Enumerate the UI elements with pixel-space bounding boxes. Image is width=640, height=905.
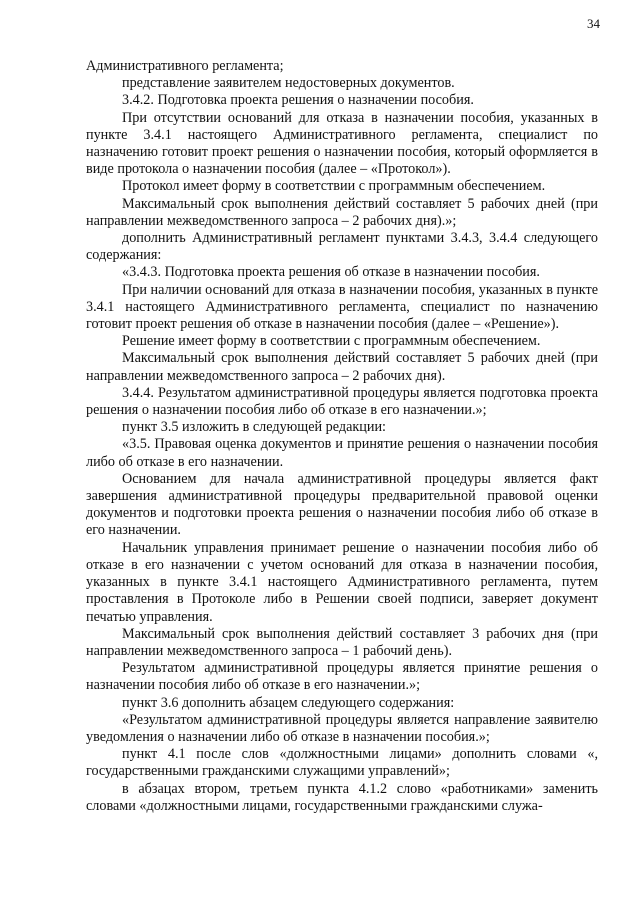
- paragraph: Максимальный срок выполнения действий составляет 3 рабочих дня (при направлении межведомственного запроса – 1 рабочий день).: [86, 625, 598, 659]
- paragraph: пункт 3.6 дополнить абзацем следующего содержания:: [122, 694, 455, 711]
- paragraph: 3.4.2. Подготовка проекта решения о назначении пособия.: [122, 92, 474, 109]
- paragraph: Административного регламента;: [86, 58, 284, 74]
- paragraph: «3.4.3. Подготовка проекта решения об отказе в назначении пособия.: [122, 264, 540, 281]
- document-body: [86, 58, 598, 815]
- paragraph: дополнить Административный регламент пунктами 3.4.3, 3.4.4 следующего содержания:: [86, 230, 598, 264]
- paragraph: пункт 4.1 после слов «должностными лицами» дополнить словами «, государственными гражданскими служащими управлений»;: [86, 746, 598, 780]
- paragraph: представление заявителем недостоверных документов.: [122, 75, 455, 92]
- paragraph: Максимальный срок выполнения действий составляет 5 рабочих дней (при направлении межведомственного запроса – 2 рабочих дня).: [86, 350, 598, 384]
- paragraph: При наличии оснований для отказа в назначении пособия, указанных в пункте 3.4.1 настоящего Административного регламента, специалист по назначению готовит проект решения об отказе в назначении пособия (далее – «Решение»).: [86, 281, 598, 333]
- paragraph: «Результатом административной процедуры является направление заявителю уведомления о назначении либо об отказе в назначении пособия.»;: [86, 711, 598, 745]
- paragraph: Протокол имеет форму в соответствии с программным обеспечением.: [122, 178, 546, 195]
- page-number: 34: [587, 16, 600, 31]
- paragraph: Начальник управления принимает решение о назначении пособия либо об отказе в его назначении с учетом оснований для отказа в назначении пособия, указанных в пункте 3.4.1 настоящего Административного регламента, путем проставления в Протоколе либо в Решении своей подписи, заверяет документ печатью управления.: [86, 539, 598, 625]
- paragraph: При отсутствии оснований для отказа в назначении пособия, указанных в пункте 3.4.1 настоящего Административного регламента, специалист по назначению готовит проект решения о назначении пособия, который оформляется в виде протокола о назначении пособия (далее – «Протокол»).: [86, 109, 598, 178]
- paragraph: «3.5. Правовая оценка документов и принятие решения о назначении пособия либо об отказе в его назначении.: [86, 436, 598, 470]
- paragraph: Решение имеет форму в соответствии с программным обеспечением.: [122, 333, 541, 350]
- paragraph: в абзацах втором, третьем пункта 4.1.2 слово «работниками» заменить словами «должностными лицами, государственными гражданскими служа-: [86, 780, 598, 814]
- paragraph: Основанием для начала административной процедуры является факт завершения административной процедуры предварительной правовой оценки документов и подготовки проекта решения о назначении пособия либо об отказе в его назначении.: [86, 470, 598, 539]
- paragraph: Максимальный срок выполнения действий составляет 5 рабочих дней (при направлении межведомственного запроса – 2 рабочих дня).»;: [86, 195, 598, 229]
- paragraph: пункт 3.5 изложить в следующей редакции:: [122, 419, 386, 436]
- paragraph: Результатом административной процедуры является принятие решения о назначении пособия либо об отказе в его назначении.»;: [86, 660, 598, 694]
- paragraph: 3.4.4. Результатом административной процедуры является подготовка проекта решения о назначении пособия либо об отказе в его назначении.»;: [86, 384, 598, 419]
